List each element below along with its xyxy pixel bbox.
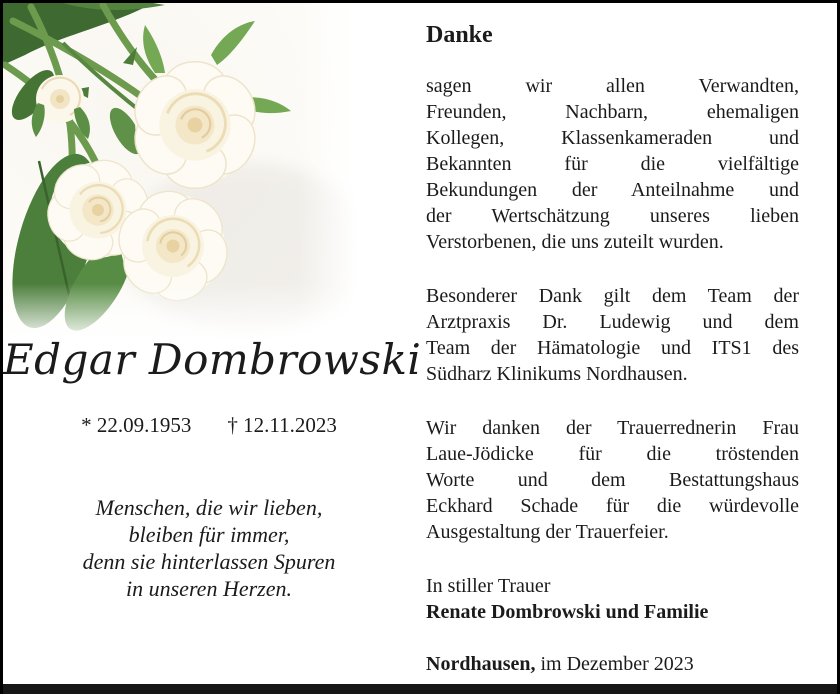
paragraph-line: Team der Hämatologie und ITS1 des	[426, 337, 799, 359]
thanks-heading: Danke	[426, 22, 493, 48]
bottom-border-bar	[3, 684, 837, 694]
place-name: Nordhausen,	[426, 653, 536, 675]
poem-line: bleiben für immer,	[128, 522, 290, 547]
paragraph-line: Wir danken der Trauerrednerin Frau	[426, 417, 799, 439]
place-date-line	[426, 651, 799, 677]
thanks-paragraph-1	[426, 73, 799, 255]
paragraph-line: sagen wir allen Verwandten,	[426, 75, 799, 97]
family-name: Renate Dombrowski und Familie	[426, 601, 709, 623]
paragraph-line: Verstorbenen, die uns zuteilt wurden.	[426, 231, 724, 253]
paragraph-line: Südharz Klinikums Nordhausen.	[426, 363, 688, 385]
thanks-paragraph-3	[426, 415, 799, 545]
paragraph-line: Laue-Jödicke für die tröstenden	[426, 443, 799, 465]
thanks-column	[426, 21, 799, 677]
thanks-paragraph-2	[426, 283, 799, 387]
memorial-poem	[3, 494, 415, 602]
paragraph-line: Bekundungen der Anteilnahme und	[426, 179, 799, 201]
left-column	[3, 3, 422, 694]
paragraph-line: Bekannten für die vielfältige	[426, 153, 799, 175]
paragraph-line: Arztpraxis Dr. Ludewig und dem	[426, 311, 799, 333]
paragraph-line: Worte und dem Bestattungshaus	[426, 469, 799, 491]
deceased-name: Edgar Dombrowski	[3, 335, 422, 384]
mourners-block	[426, 573, 799, 625]
birth-date: * 22.09.1953	[81, 413, 192, 437]
poem-line: denn sie hinterlassen Spuren	[82, 549, 336, 574]
paragraph-line: Kollegen, Klassenkameraden und	[426, 127, 799, 149]
poem-line: Menschen, die wir lieben,	[95, 495, 323, 520]
paragraph-line: der Wertschätzung unseres lieben	[426, 205, 799, 227]
poem-line: in unseren Herzen.	[126, 576, 292, 601]
paragraph-line: Freunden, Nachbarn, ehemaligen	[426, 101, 799, 123]
closing-line: In stiller Trauer	[426, 575, 551, 597]
death-date: † 12.11.2023	[227, 413, 337, 437]
date-text: im Dezember 2023	[540, 653, 694, 675]
life-dates	[3, 411, 415, 439]
paragraph-line: Eckhard Schade für die würdevolle	[426, 495, 799, 517]
paragraph-line: Ausgestaltung der Trauerfeier.	[426, 521, 669, 543]
paragraph-line: Besonderer Dank gilt dem Team der	[426, 285, 799, 307]
